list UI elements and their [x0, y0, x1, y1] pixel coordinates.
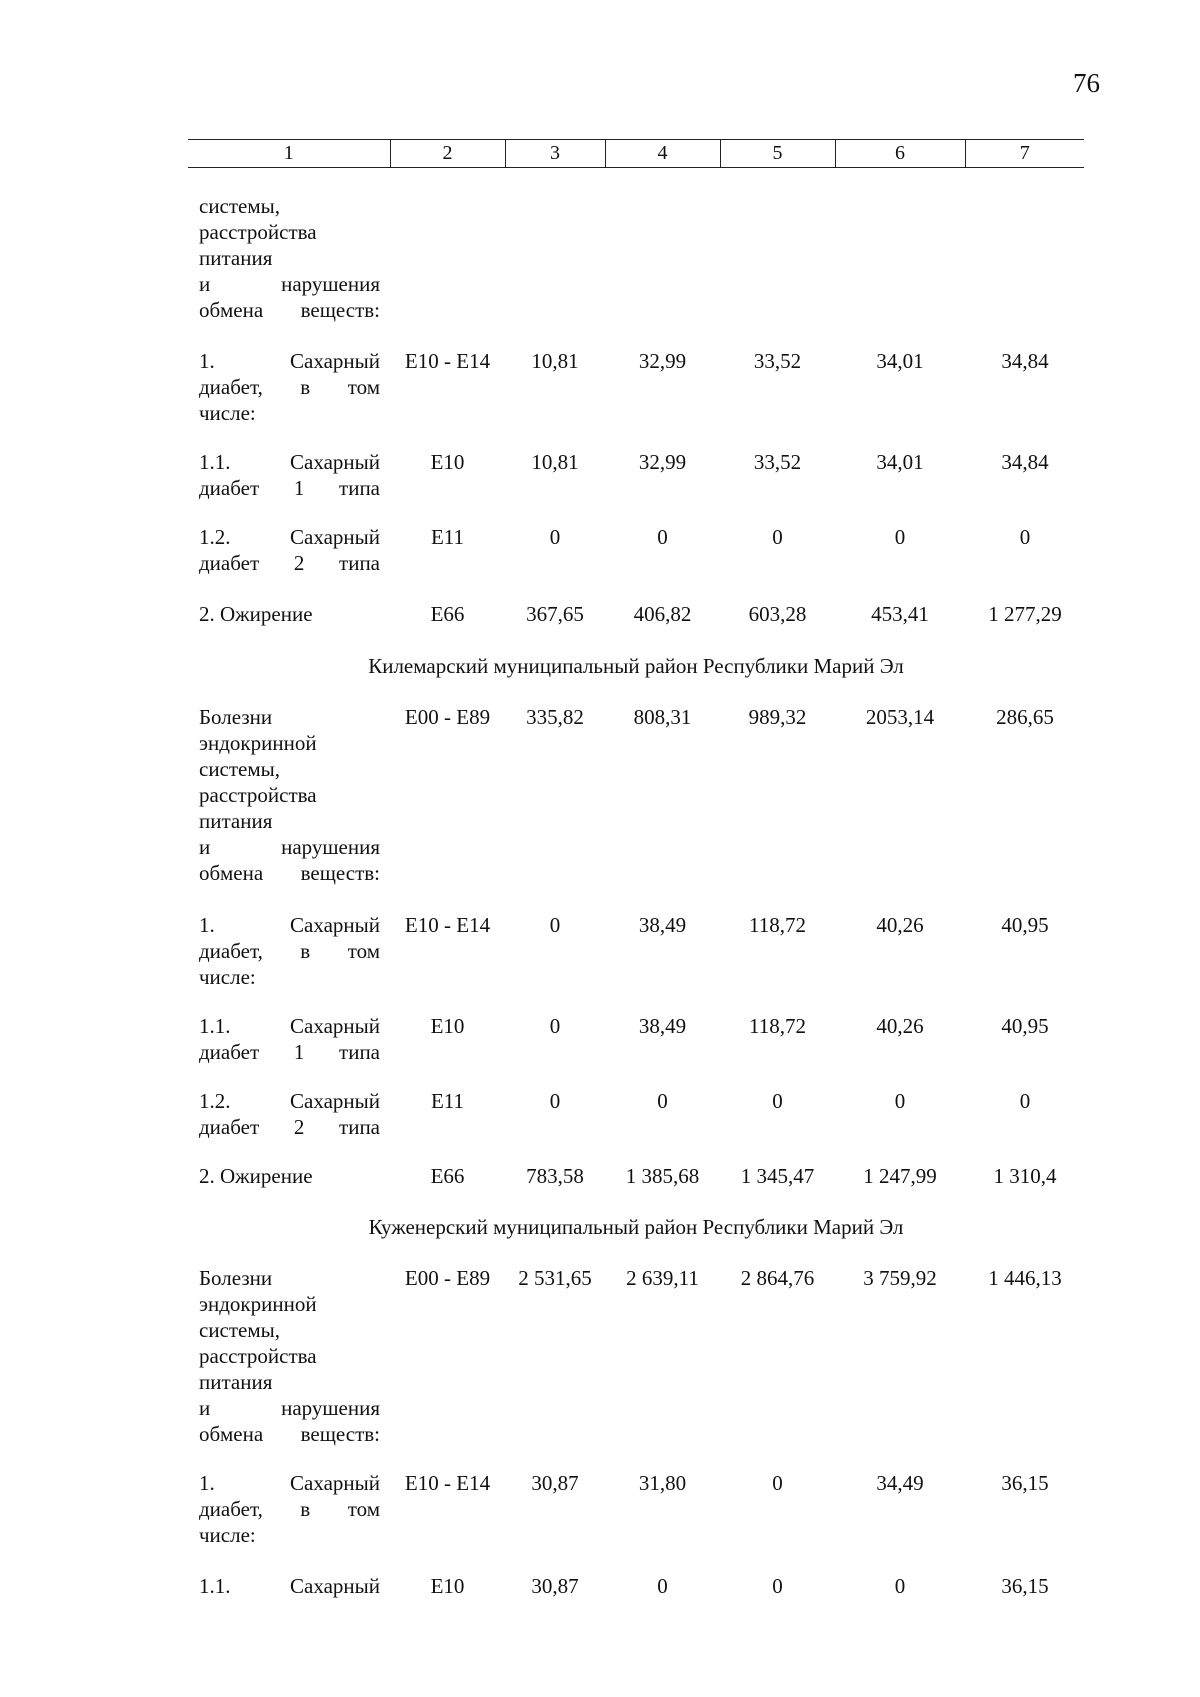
column-number: 1	[283, 142, 294, 164]
label-line: и нарушения	[199, 1396, 380, 1420]
value-col-5: 0	[772, 1471, 783, 1495]
label-line: 2. Ожирение	[199, 602, 313, 626]
label-line: диабет, в том	[199, 1497, 380, 1521]
label-line: и нарушения	[199, 272, 380, 296]
value-col-3: 335,82	[526, 705, 584, 729]
row-label	[199, 193, 380, 323]
icd-code: E66	[430, 1164, 465, 1188]
value-col-3: 30,87	[531, 1574, 579, 1598]
value-col-5: 989,32	[748, 705, 807, 729]
value-col-5: 33,52	[753, 450, 802, 474]
value-col-5: 603,28	[748, 602, 807, 626]
label-line: 1.2. Сахарный	[199, 1089, 380, 1113]
value-col-3: 2 531,65	[518, 1266, 592, 1290]
row-label	[199, 524, 380, 576]
value-col-5: 33,52	[753, 349, 802, 373]
value-col-7: 0	[1019, 1089, 1031, 1113]
value-col-7: 36,15	[1001, 1574, 1049, 1598]
column-number: 6	[835, 140, 965, 168]
value-col-5: 118,72	[749, 1014, 806, 1038]
label-line: числе:	[199, 1523, 256, 1547]
value-col-7: 40,95	[1001, 913, 1049, 937]
row-label	[199, 601, 380, 627]
column-number: 4	[605, 140, 720, 168]
district-title: Килемарский муниципальный район Республики Марий Эл	[368, 654, 904, 678]
icd-code: E10 - E14	[404, 913, 491, 937]
label-line: 2. Ожирение	[199, 1164, 313, 1188]
label-line: системы,	[199, 194, 281, 218]
value-col-4: 38,49	[638, 913, 687, 937]
row-label	[199, 1573, 380, 1599]
row-label	[199, 912, 380, 990]
value-col-7: 1 446,13	[988, 1266, 1062, 1290]
row-label	[199, 1013, 380, 1065]
label-line: диабет, в том	[199, 375, 380, 399]
value-col-4: 31,80	[638, 1471, 687, 1495]
value-col-6: 0	[894, 1574, 906, 1598]
label-line: 1.1. Сахарный	[199, 1574, 380, 1598]
value-col-6: 2053,14	[865, 705, 935, 729]
value-col-6: 34,49	[876, 1471, 924, 1495]
label-line: 1.1. Сахарный	[199, 1014, 380, 1038]
value-col-7: 286,65	[996, 705, 1054, 729]
value-col-4: 32,99	[638, 450, 687, 474]
label-line: обмена веществ:	[199, 861, 380, 885]
value-col-3: 10,81	[531, 450, 579, 474]
label-line: эндокринной	[199, 1292, 317, 1316]
value-col-5: 1 345,47	[740, 1164, 815, 1188]
value-col-7: 34,84	[1001, 450, 1049, 474]
value-col-6: 40,26	[876, 913, 924, 937]
label-line: 1.1. Сахарный	[199, 450, 380, 474]
value-col-3: 0	[549, 913, 561, 937]
value-col-7: 1 277,29	[988, 602, 1062, 626]
label-line: системы,	[199, 1318, 281, 1342]
value-col-7: 1 310,4	[993, 1164, 1057, 1188]
value-col-6: 0	[894, 525, 906, 549]
label-line: 1. Сахарный	[199, 349, 380, 373]
value-col-4: 32,99	[638, 349, 687, 373]
value-col-3: 0	[549, 1089, 561, 1113]
value-col-3: 0	[549, 525, 561, 549]
column-number: 2	[390, 140, 505, 168]
value-col-6: 34,01	[876, 450, 924, 474]
value-col-5: 0	[772, 525, 783, 549]
value-col-7: 0	[1019, 525, 1031, 549]
label-line: Болезни	[199, 705, 273, 729]
row-label	[199, 348, 380, 426]
label-line: питания	[199, 1370, 273, 1394]
value-col-6: 40,26	[876, 1014, 924, 1038]
value-col-3: 10,81	[531, 349, 579, 373]
icd-code: E11	[430, 525, 465, 549]
label-line: расстройства	[199, 1344, 317, 1368]
page-number: 76	[1073, 68, 1100, 98]
label-line: 1. Сахарный	[199, 1471, 380, 1495]
label-line: 1.2. Сахарный	[199, 525, 380, 549]
district-title: Куженерский муниципальный район Республики Марий Эл	[368, 1215, 904, 1239]
label-line: числе:	[199, 401, 256, 425]
column-number: 7	[965, 140, 1084, 168]
label-line: расстройства	[199, 783, 317, 807]
value-col-5: 2 864,76	[740, 1266, 815, 1290]
value-col-4: 406,82	[633, 602, 692, 626]
value-col-6: 0	[894, 1089, 906, 1113]
label-line: Болезни	[199, 1266, 273, 1290]
label-line: эндокринной	[199, 731, 317, 755]
value-col-7: 36,15	[1001, 1471, 1049, 1495]
table-column-header	[188, 139, 1084, 168]
icd-code: E66	[430, 602, 465, 626]
label-line: диабет 2 типа	[199, 551, 380, 575]
column-number-row	[188, 140, 1084, 168]
icd-code: E10 - E14	[404, 349, 491, 373]
value-col-6: 453,41	[871, 602, 929, 626]
value-col-7: 40,95	[1001, 1014, 1049, 1038]
label-line: диабет, в том	[199, 939, 380, 963]
icd-code: E10	[430, 450, 465, 474]
value-col-3: 0	[549, 1014, 561, 1038]
label-line: питания	[199, 809, 273, 833]
value-col-4: 2 639,11	[626, 1266, 699, 1290]
label-line: диабет 2 типа	[199, 1115, 380, 1139]
icd-code: E00 - E89	[404, 705, 491, 729]
row-label	[199, 1470, 380, 1548]
value-col-6: 34,01	[876, 349, 924, 373]
value-col-3: 30,87	[531, 1471, 579, 1495]
value-col-6: 3 759,92	[863, 1266, 937, 1290]
label-line: системы,	[199, 757, 281, 781]
icd-code: E10	[430, 1014, 465, 1038]
icd-code: E10 - E14	[404, 1471, 491, 1495]
label-line: обмена веществ:	[199, 1422, 380, 1446]
value-col-4: 0	[657, 1089, 668, 1113]
value-col-4: 38,49	[638, 1014, 687, 1038]
value-col-3: 367,65	[526, 602, 584, 626]
value-col-5: 0	[772, 1089, 783, 1113]
value-col-4: 0	[657, 525, 668, 549]
row-label	[199, 449, 380, 501]
icd-code: E11	[430, 1089, 465, 1113]
icd-code: E00 - E89	[404, 1266, 491, 1290]
value-col-6: 1 247,99	[863, 1164, 937, 1188]
value-col-4: 1 385,68	[625, 1164, 700, 1188]
row-label	[199, 704, 380, 886]
label-line: питания	[199, 246, 273, 270]
label-line: диабет 1 типа	[199, 476, 380, 500]
label-line: обмена веществ:	[199, 298, 380, 322]
label-line: числе:	[199, 965, 256, 989]
column-number: 3	[505, 140, 605, 168]
value-col-4: 808,31	[633, 705, 692, 729]
icd-code: E10	[430, 1574, 465, 1598]
row-label	[199, 1163, 380, 1189]
value-col-7: 34,84	[1001, 349, 1049, 373]
value-col-3: 783,58	[526, 1164, 584, 1188]
label-line: диабет 1 типа	[199, 1040, 380, 1064]
value-col-5: 118,72	[749, 913, 806, 937]
row-label	[199, 1265, 380, 1447]
label-line: расстройства	[199, 220, 317, 244]
label-line: 1. Сахарный	[199, 913, 380, 937]
value-col-5: 0	[772, 1574, 783, 1598]
row-label	[199, 1088, 380, 1140]
column-number: 5	[720, 140, 835, 168]
value-col-4: 0	[657, 1574, 668, 1598]
label-line: и нарушения	[199, 835, 380, 859]
